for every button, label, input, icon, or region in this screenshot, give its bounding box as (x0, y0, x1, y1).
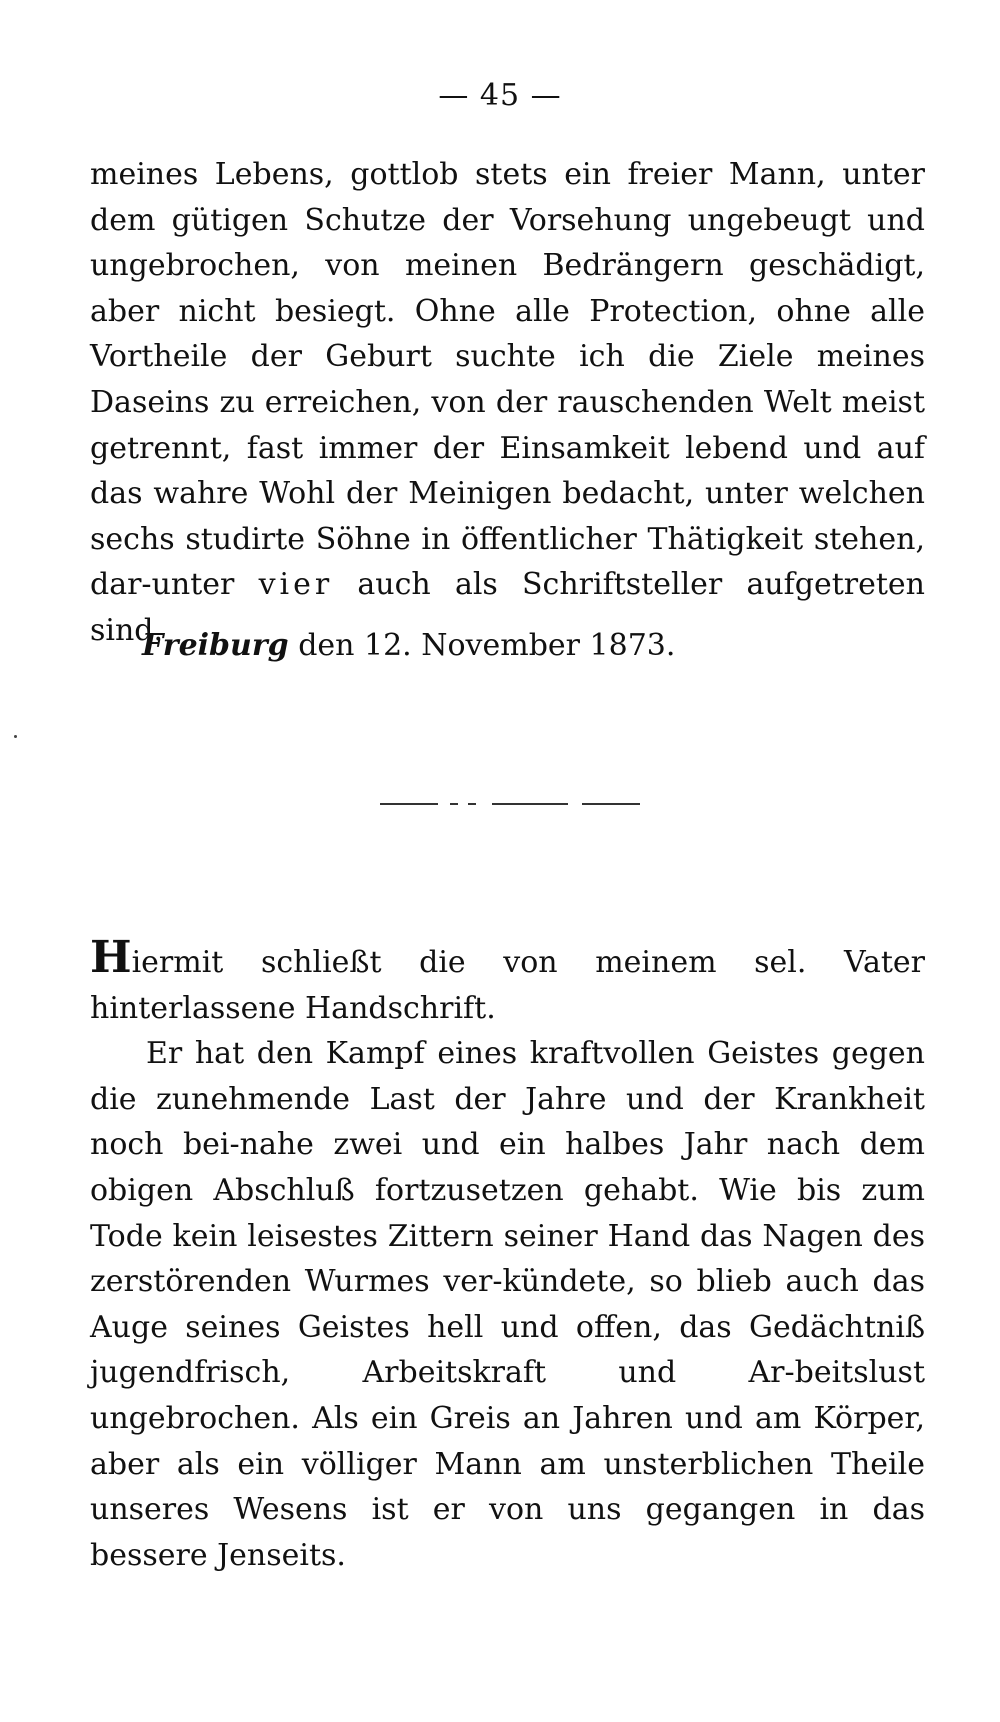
paragraph-2-text: iermit schließt die von meinem sel. Vater hinterlassene Handschrift. (90, 945, 925, 1026)
dateline (142, 628, 675, 663)
paragraph-1 (90, 152, 925, 654)
page-number: — 45 — (438, 78, 562, 113)
dateline-place: Freiburg (142, 628, 289, 663)
paper-speck (14, 735, 17, 738)
dateline-date: den 12. November 1873. (298, 628, 676, 663)
divider-segment (582, 803, 640, 805)
drop-initial: H (90, 932, 132, 983)
divider-segment (492, 803, 568, 805)
paragraph-3: Er hat den Kampf eines kraftvollen Geistes gegen die zunehmende Last der Jahre und der Krankheit noch bei-nahe zwei und ein halbes Jahr nach dem obigen Abschluß fortzusetzen gehabt. Wie bis zum Tode kein leisestes Zittern seiner Hand das Nagen des zerstörenden Wurmes ver-kündete, so blieb auch das Auge seines Geistes hell und offen, das Gedächtniß jugendfrisch, Arbeitskraft und Ar-beitslust ungebrochen. Als ein Greis an Jahren und am Körper, aber als ein völliger Mann am unsterblichen Theile unseres Wesens ist er von uns gegangen in das bessere Jenseits. (90, 1036, 925, 1573)
paragraph-1-text: meines Lebens, gottlob stets ein freier Mann, unter dem gütigen Schutze der Vorsehung ungebeugt und ungebrochen, von meinen Bedrängern geschädigt, aber nicht besiegt. Ohne alle Protection, ohne alle Vortheile der Geburt suchte ich die Ziele meines Daseins zu erreichen, von der rauschenden Welt meist getrennt, fast immer der Einsamkeit lebend und auf das wahre Wohl der Meinigen bedacht, unter welchen sechs studirte Söhne in öffentlicher Thätigkeit stehen, dar-unter (90, 157, 925, 603)
paragraph-2 (90, 932, 925, 1031)
section-divider (380, 803, 640, 809)
paragraph-1-end: auch als Schriftsteller aufgetreten sind. (90, 567, 926, 648)
divider-segment (450, 803, 458, 805)
closing-paragraph (90, 152, 925, 654)
afterword (90, 932, 925, 1578)
divider-segment (468, 803, 476, 805)
divider-segment (380, 803, 438, 805)
paragraph-1-emphasis: vier (258, 567, 334, 603)
